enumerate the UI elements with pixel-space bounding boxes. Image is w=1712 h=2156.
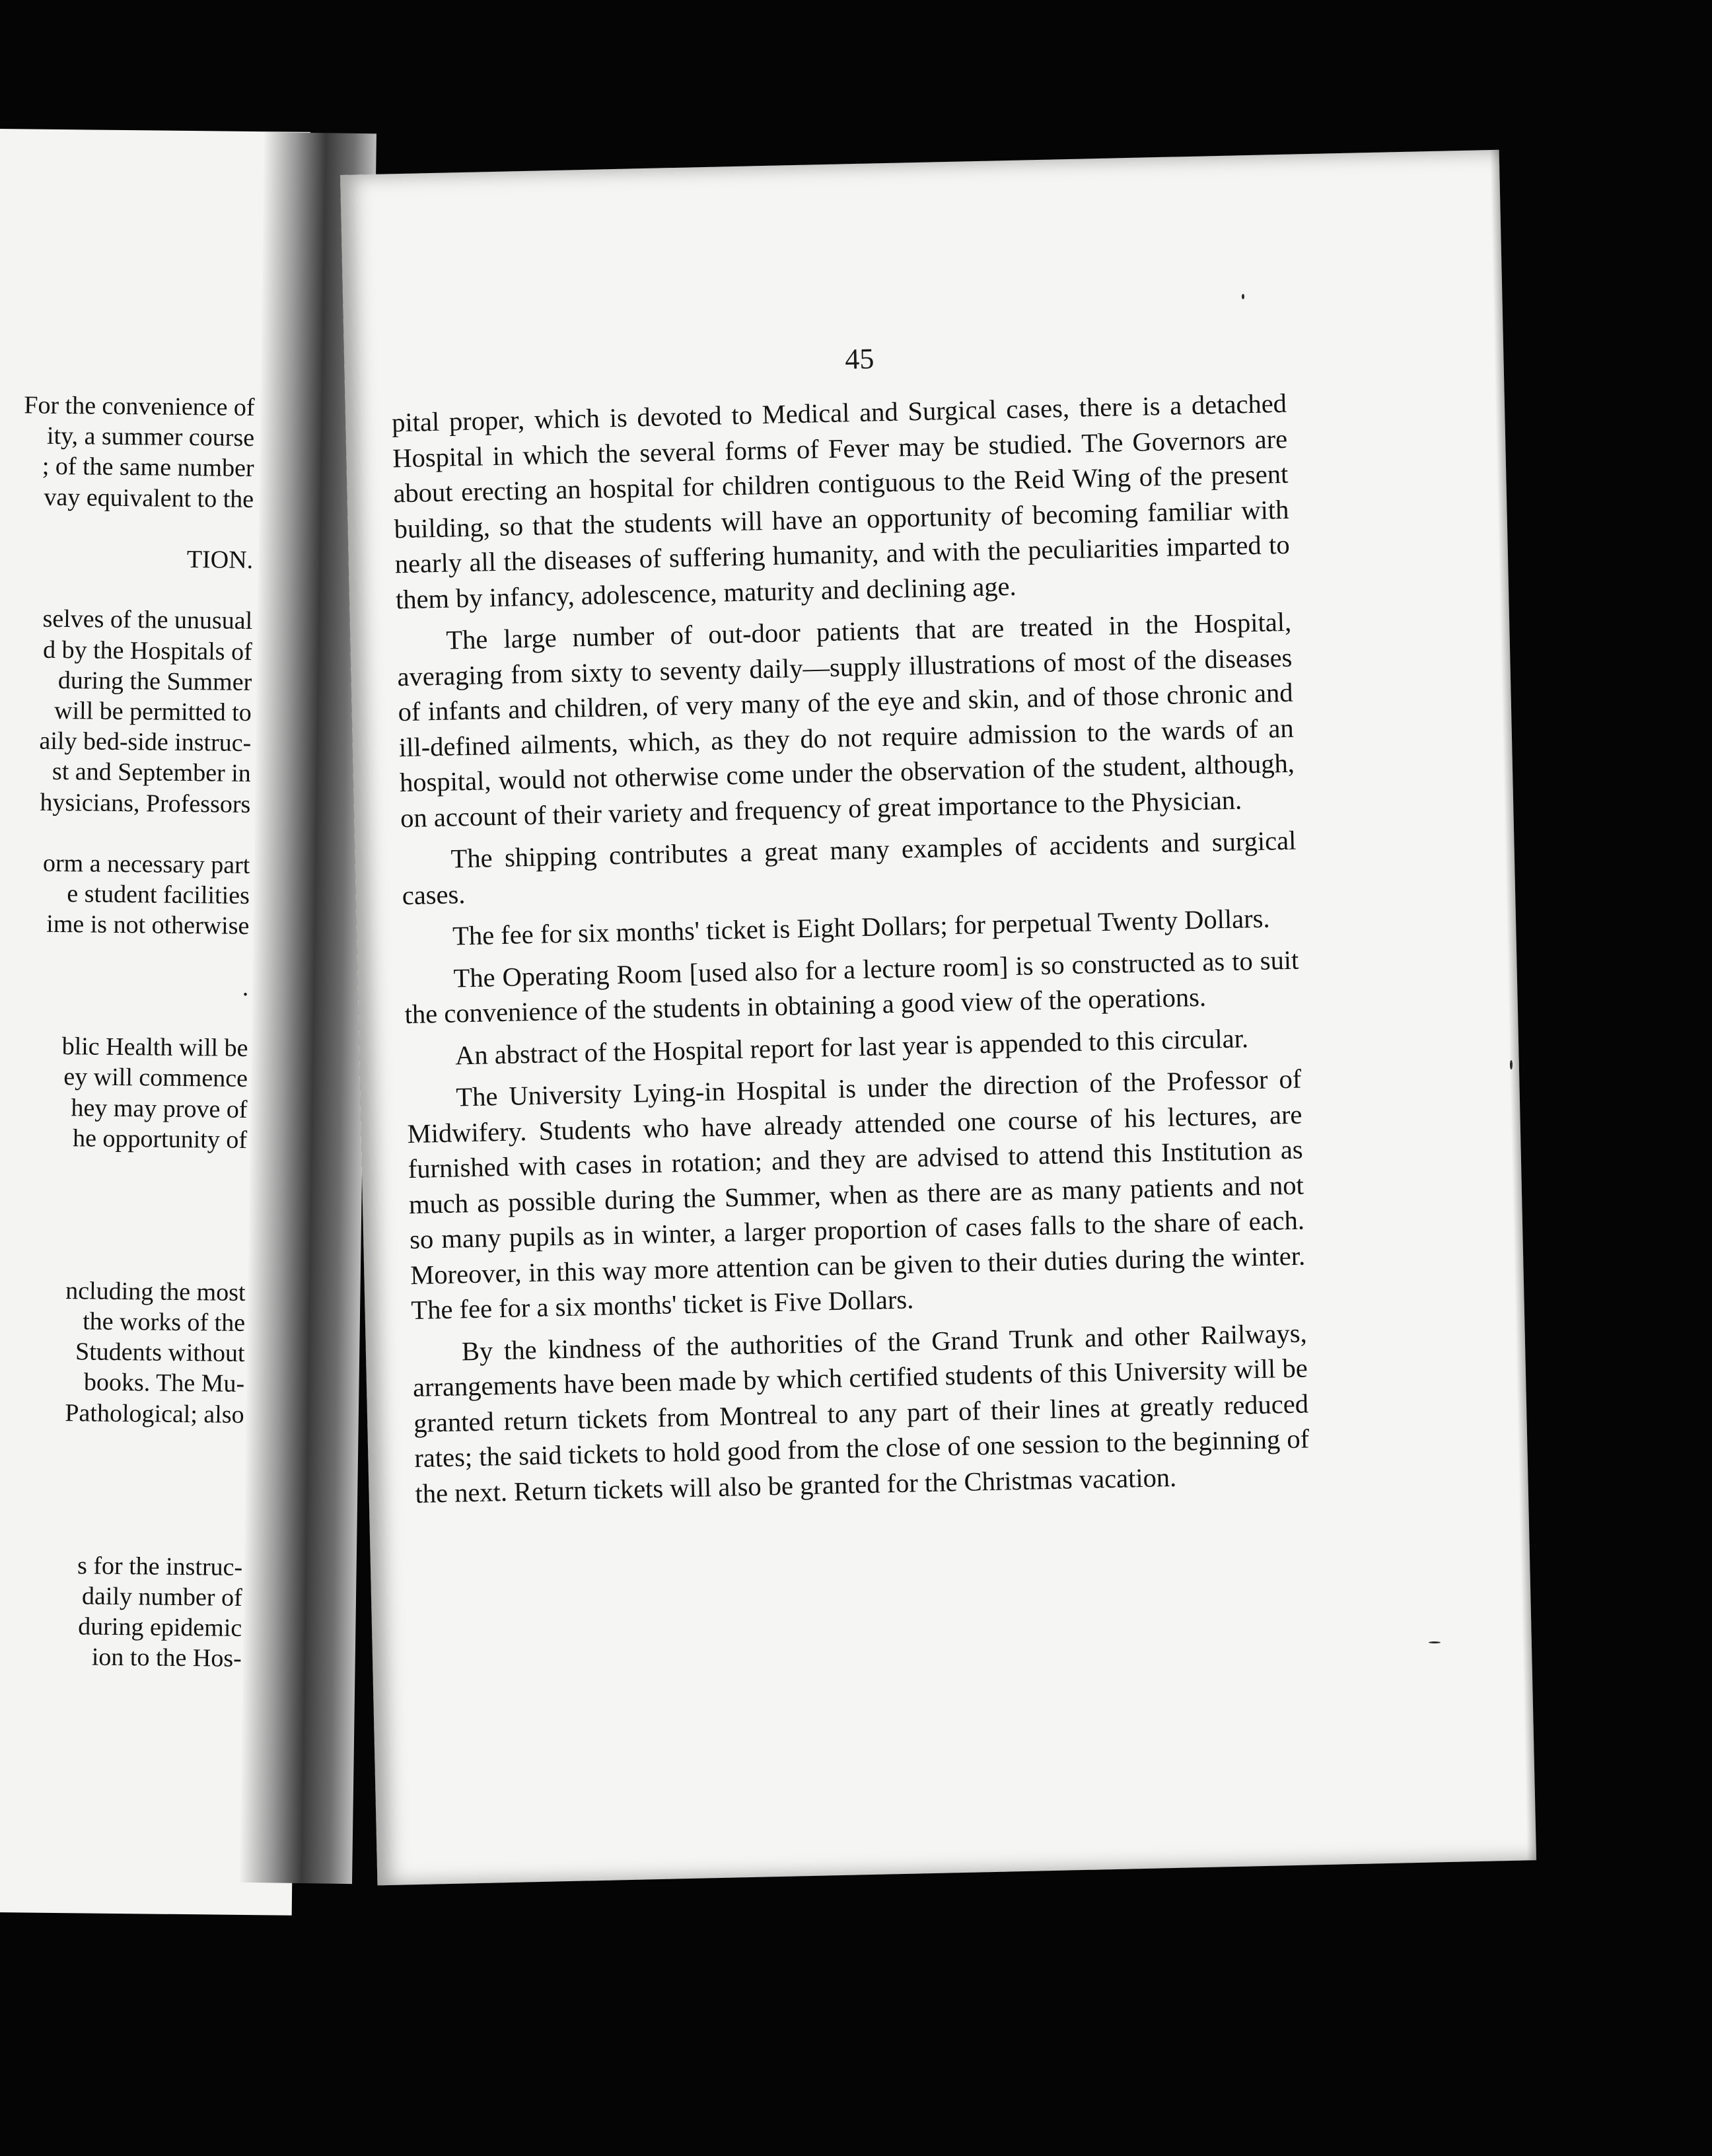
left-page-line: orm a necessary part <box>42 849 250 880</box>
paragraph: An abstract of the Hospital report for last year is appended to this circular. <box>454 1023 1249 1071</box>
left-page-line: e student facilities <box>67 880 250 910</box>
right-page <box>340 150 1536 1886</box>
left-page-line: during epidemic <box>78 1612 242 1642</box>
left-page-line: ion to the Hos- <box>91 1643 242 1673</box>
left-page-line: Students without <box>75 1338 245 1368</box>
left-page-line: hysicians, Professors <box>40 788 251 818</box>
left-page-line: blic Health will be <box>61 1032 248 1063</box>
paragraph: The Operating Room [used also for a lecture room] is so constructed as to suit the convenience of the students in obtaining a good view of the operations. <box>404 945 1299 1030</box>
paragraph: By the kindness of the authorities of the Grand Trunk and other Railways, arrangements have been made by which certified students of this University will be granted return tickets from Montreal to any part of their lines at greatly reduced rates; the said tickets to hold good from the close of one session to the beginning of the next. Return tickets will also be granted for the Christmas vacation. <box>412 1317 1310 1509</box>
left-page-line: during the Summer <box>57 666 252 696</box>
paragraph: The shipping contributes a great many examples of accidents and surgical cases. <box>402 825 1297 910</box>
left-page-line: ity, a summer course <box>46 421 255 452</box>
left-page-line: ey will commence <box>63 1063 248 1093</box>
left-page-line: TION. <box>186 545 254 575</box>
left-page-line: d by the Hospitals of <box>42 635 252 666</box>
left-page-line: vay equivalent to the <box>44 483 254 513</box>
paragraph: pital proper, which is devoted to Medical and Surgical cases, there is a detached Hospital in which the several forms of Fever may be studied. The Governors are about erecting an hospital for children contiguous to the Reid Wing of the present building, so that the students will have an opportunity of becoming familiar with nearly all the diseases of suffering humanity, and with the peculiarities imparted to them by infancy, adolescence, maturity and declining age. <box>391 388 1291 614</box>
page-number: 45 <box>844 342 874 376</box>
paragraph: The fee for six months' ticket is Eight Dollars; for perpetual Twenty Dollars. <box>452 903 1270 951</box>
left-page-line: books. The Mu- <box>83 1368 245 1398</box>
left-page-line: s for the instruc- <box>77 1551 243 1581</box>
scan-speck <box>1510 1060 1513 1069</box>
left-page-line: the works of the <box>82 1307 246 1337</box>
left-page-line: he opportunity of <box>72 1124 248 1154</box>
left-page-line: aily bed-side instruc- <box>39 727 252 758</box>
paragraph: The large number of out-door patients that are treated in the Hospital, averaging from sixty to seventy daily—supply illustrations of most of the diseases of infants and children, of very many of the eye and skin, and of those chronic and ill-defined ailments, which, as they do not require admission to the wards of an hospital, would not otherwise come under the observation of the student, although, on account of their variety and frequency of great importance to the Physician. <box>397 606 1295 833</box>
paragraph: The University Lying-in Hospital is under the direction of the Professor of Midwifery. Students who have already attended one course of his lectures, are furnished with cases in rotation; and they are advised to attend this Institution as much as possible during the Summer, when as there are as many patients and not so many pupils as in winter, a larger proportion of cases falls to the share of each. Moreover, in this way more attention can be given to their duties during the winter. The fee for a six months' ticket is Five Dollars. <box>407 1063 1306 1326</box>
left-page-line: ime is not otherwise <box>46 910 250 941</box>
left-page-line: . <box>242 973 249 1001</box>
left-page-line: ncluding the most <box>65 1276 246 1307</box>
body-text <box>392 386 1310 1518</box>
left-page-line: will be permitted to <box>54 696 252 727</box>
left-page-line: ; of the same number <box>42 452 254 483</box>
left-page-line: Pathological; also <box>65 1398 244 1429</box>
left-page-line: daily number of <box>81 1582 242 1612</box>
left-page-line: hey may prove of <box>71 1093 248 1124</box>
left-page-line: For the convenience of <box>24 391 255 422</box>
left-page-line: st and September in <box>52 758 252 788</box>
scan-speck <box>1242 294 1244 299</box>
left-page-line: selves of the unusual <box>42 605 253 635</box>
scan-speck <box>1429 1641 1441 1643</box>
